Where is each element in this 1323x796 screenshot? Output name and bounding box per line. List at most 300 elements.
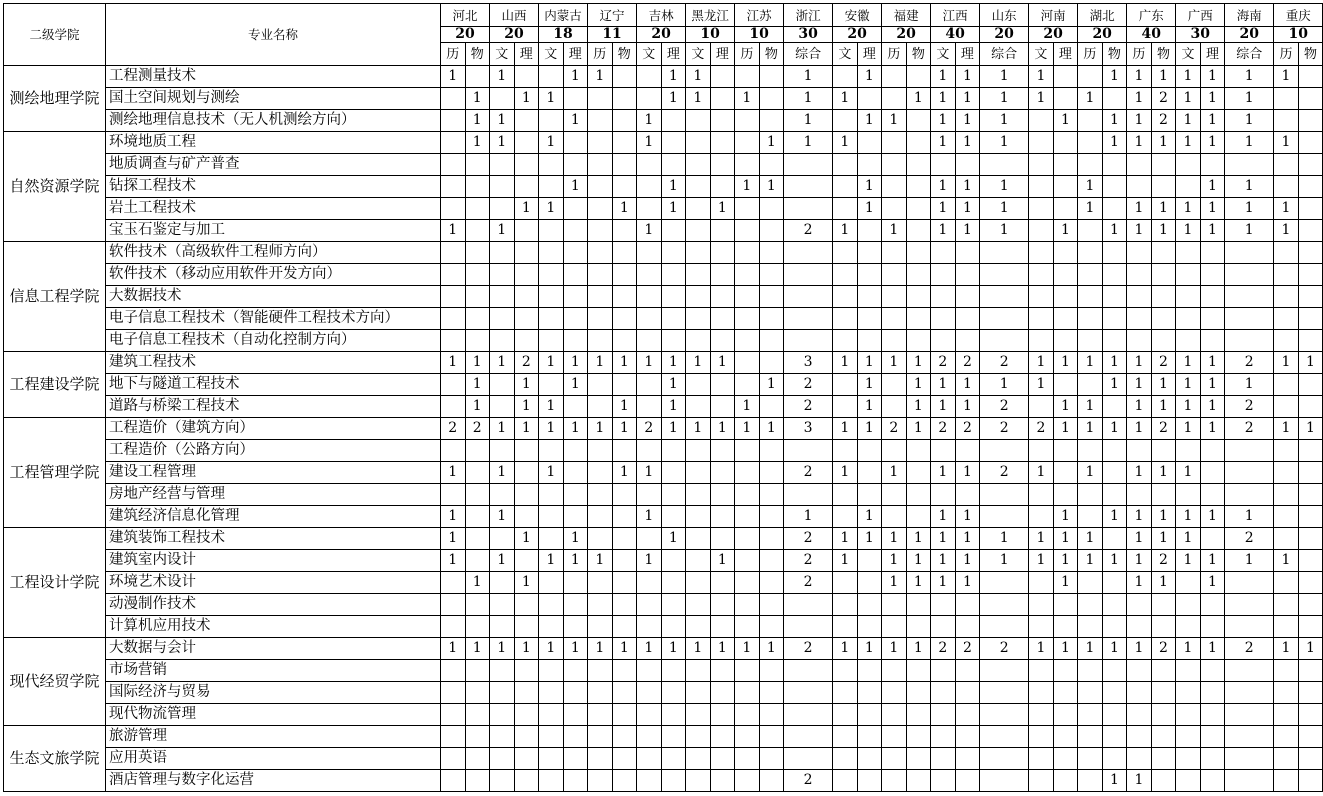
quota-cell bbox=[1029, 484, 1054, 506]
quota-cell: 1 bbox=[1176, 396, 1201, 418]
quota-cell: 1 bbox=[1102, 638, 1127, 660]
quota-cell bbox=[686, 506, 711, 528]
quota-cell: 1 bbox=[931, 572, 956, 594]
quota-cell bbox=[612, 704, 637, 726]
quota-cell: 1 bbox=[637, 132, 662, 154]
quota-cell bbox=[441, 396, 466, 418]
subject-type-header: 物 bbox=[759, 43, 784, 66]
quota-cell bbox=[1225, 330, 1274, 352]
quota-cell bbox=[906, 132, 931, 154]
quota-cell bbox=[906, 220, 931, 242]
quota-cell: 1 bbox=[906, 638, 931, 660]
subject-type-header: 文 bbox=[490, 43, 515, 66]
quota-cell bbox=[588, 374, 613, 396]
quota-cell bbox=[710, 594, 735, 616]
quota-cell bbox=[980, 506, 1029, 528]
quota-cell: 1 bbox=[637, 506, 662, 528]
quota-cell bbox=[490, 616, 515, 638]
quota-cell bbox=[906, 66, 931, 88]
province-quota: 10 bbox=[686, 27, 735, 43]
major-name-cell: 国土空间规划与测绘 bbox=[106, 88, 441, 110]
quota-cell bbox=[833, 330, 858, 352]
quota-cell bbox=[955, 660, 980, 682]
quota-cell bbox=[1029, 572, 1054, 594]
quota-cell bbox=[514, 704, 539, 726]
quota-cell bbox=[857, 550, 882, 572]
quota-cell bbox=[1225, 484, 1274, 506]
quota-cell bbox=[1176, 726, 1201, 748]
quota-cell bbox=[784, 748, 833, 770]
major-name-cell: 计算机应用技术 bbox=[106, 616, 441, 638]
quota-cell: 1 bbox=[514, 396, 539, 418]
quota-cell: 1 bbox=[612, 462, 637, 484]
quota-cell bbox=[1102, 528, 1127, 550]
quota-cell bbox=[1176, 440, 1201, 462]
quota-cell bbox=[539, 440, 564, 462]
quota-cell bbox=[906, 616, 931, 638]
quota-cell: 1 bbox=[1102, 110, 1127, 132]
quota-cell bbox=[1102, 176, 1127, 198]
quota-cell bbox=[1102, 198, 1127, 220]
quota-cell bbox=[735, 594, 760, 616]
quota-cell: 1 bbox=[955, 506, 980, 528]
quota-cell: 1 bbox=[882, 638, 907, 660]
quota-cell: 1 bbox=[759, 176, 784, 198]
quota-cell: 1 bbox=[931, 110, 956, 132]
quota-cell: 1 bbox=[980, 88, 1029, 110]
major-name-cell: 软件技术（移动应用软件开发方向） bbox=[106, 264, 441, 286]
quota-cell bbox=[1102, 616, 1127, 638]
quota-cell: 2 bbox=[1225, 528, 1274, 550]
quota-cell bbox=[1078, 572, 1103, 594]
quota-cell bbox=[1053, 286, 1078, 308]
quota-cell: 1 bbox=[833, 220, 858, 242]
quota-cell bbox=[1053, 594, 1078, 616]
quota-cell: 1 bbox=[980, 528, 1029, 550]
quota-cell bbox=[1151, 770, 1176, 792]
quota-cell bbox=[588, 220, 613, 242]
quota-cell: 1 bbox=[931, 506, 956, 528]
quota-cell: 1 bbox=[686, 88, 711, 110]
major-name-cell: 建筑装饰工程技术 bbox=[106, 528, 441, 550]
quota-cell: 1 bbox=[1053, 572, 1078, 594]
quota-cell: 2 bbox=[1151, 88, 1176, 110]
table-row bbox=[4, 572, 1323, 594]
table-row bbox=[4, 704, 1323, 726]
quota-cell: 1 bbox=[931, 528, 956, 550]
quota-cell: 1 bbox=[661, 396, 686, 418]
quota-cell bbox=[710, 704, 735, 726]
quota-cell bbox=[612, 308, 637, 330]
quota-cell bbox=[465, 660, 490, 682]
quota-cell bbox=[539, 66, 564, 88]
quota-cell: 1 bbox=[539, 352, 564, 374]
quota-cell bbox=[1127, 704, 1152, 726]
quota-cell bbox=[710, 110, 735, 132]
quota-cell bbox=[1053, 242, 1078, 264]
table-row bbox=[4, 440, 1323, 462]
quota-cell: 1 bbox=[1274, 132, 1299, 154]
quota-cell bbox=[514, 132, 539, 154]
quota-cell bbox=[1053, 682, 1078, 704]
quota-cell bbox=[441, 572, 466, 594]
table-row bbox=[4, 352, 1323, 374]
quota-cell: 1 bbox=[1127, 770, 1152, 792]
quota-cell bbox=[710, 770, 735, 792]
quota-cell: 2 bbox=[1225, 418, 1274, 440]
quota-cell: 1 bbox=[735, 418, 760, 440]
quota-cell bbox=[710, 264, 735, 286]
quota-cell bbox=[710, 220, 735, 242]
table-row bbox=[4, 484, 1323, 506]
quota-cell bbox=[1151, 286, 1176, 308]
table-row bbox=[4, 242, 1323, 264]
quota-cell bbox=[465, 264, 490, 286]
quota-cell bbox=[539, 154, 564, 176]
quota-cell: 1 bbox=[661, 374, 686, 396]
quota-cell bbox=[1029, 154, 1054, 176]
quota-cell: 1 bbox=[833, 88, 858, 110]
quota-cell bbox=[931, 748, 956, 770]
quota-cell bbox=[539, 308, 564, 330]
quota-cell bbox=[1200, 308, 1225, 330]
quota-cell bbox=[637, 440, 662, 462]
quota-cell: 3 bbox=[784, 418, 833, 440]
quota-cell bbox=[441, 704, 466, 726]
quota-cell bbox=[563, 88, 588, 110]
quota-cell bbox=[759, 660, 784, 682]
quota-cell bbox=[955, 308, 980, 330]
quota-cell bbox=[735, 770, 760, 792]
quota-cell bbox=[1102, 330, 1127, 352]
quota-cell bbox=[1029, 286, 1054, 308]
quota-cell bbox=[637, 308, 662, 330]
quota-cell bbox=[882, 242, 907, 264]
subject-type-header: 历 bbox=[882, 43, 907, 66]
quota-cell: 1 bbox=[1151, 66, 1176, 88]
quota-cell: 1 bbox=[710, 352, 735, 374]
quota-cell bbox=[1102, 154, 1127, 176]
quota-cell bbox=[1053, 616, 1078, 638]
table-row bbox=[4, 506, 1323, 528]
quota-cell bbox=[637, 616, 662, 638]
quota-cell bbox=[759, 770, 784, 792]
subject-type-header: 历 bbox=[588, 43, 613, 66]
quota-cell bbox=[1200, 330, 1225, 352]
quota-cell: 1 bbox=[784, 66, 833, 88]
quota-cell: 2 bbox=[1151, 550, 1176, 572]
quota-cell bbox=[906, 726, 931, 748]
quota-cell bbox=[1053, 198, 1078, 220]
subject-type-header: 综合 bbox=[784, 43, 833, 66]
subject-type-header: 文 bbox=[686, 43, 711, 66]
table-row bbox=[4, 550, 1323, 572]
province-header: 浙江 bbox=[784, 4, 833, 27]
quota-cell bbox=[1225, 594, 1274, 616]
quota-cell bbox=[1127, 242, 1152, 264]
quota-cell: 1 bbox=[490, 132, 515, 154]
quota-cell bbox=[661, 286, 686, 308]
quota-cell bbox=[931, 264, 956, 286]
quota-cell bbox=[857, 616, 882, 638]
quota-cell: 1 bbox=[490, 550, 515, 572]
quota-cell bbox=[686, 176, 711, 198]
quota-cell bbox=[490, 660, 515, 682]
quota-cell bbox=[906, 506, 931, 528]
quota-cell bbox=[1225, 682, 1274, 704]
subject-type-header: 文 bbox=[1029, 43, 1054, 66]
quota-cell bbox=[931, 682, 956, 704]
quota-cell: 1 bbox=[882, 352, 907, 374]
table-row bbox=[4, 462, 1323, 484]
quota-cell bbox=[1200, 704, 1225, 726]
quota-cell bbox=[882, 66, 907, 88]
quota-cell: 2 bbox=[1151, 418, 1176, 440]
quota-cell bbox=[735, 528, 760, 550]
major-name-cell: 建筑室内设计 bbox=[106, 550, 441, 572]
quota-cell bbox=[955, 726, 980, 748]
quota-cell bbox=[661, 572, 686, 594]
quota-cell bbox=[490, 726, 515, 748]
quota-cell bbox=[882, 660, 907, 682]
quota-cell bbox=[1102, 704, 1127, 726]
quota-cell: 1 bbox=[1225, 506, 1274, 528]
quota-cell bbox=[1102, 242, 1127, 264]
quota-cell: 1 bbox=[1078, 176, 1103, 198]
quota-cell bbox=[735, 660, 760, 682]
major-name-cell: 国际经济与贸易 bbox=[106, 682, 441, 704]
quota-cell bbox=[1274, 726, 1299, 748]
quota-cell bbox=[490, 198, 515, 220]
quota-cell bbox=[759, 352, 784, 374]
quota-cell bbox=[1127, 176, 1152, 198]
quota-cell bbox=[465, 286, 490, 308]
quota-cell bbox=[931, 660, 956, 682]
table-row bbox=[4, 66, 1323, 88]
quota-cell bbox=[637, 704, 662, 726]
quota-cell: 1 bbox=[1200, 132, 1225, 154]
quota-cell: 1 bbox=[637, 638, 662, 660]
quota-cell: 1 bbox=[882, 220, 907, 242]
quota-cell bbox=[980, 770, 1029, 792]
quota-cell bbox=[490, 528, 515, 550]
quota-cell bbox=[857, 484, 882, 506]
quota-cell bbox=[833, 506, 858, 528]
quota-cell bbox=[465, 330, 490, 352]
quota-cell: 2 bbox=[1151, 110, 1176, 132]
province-quota: 40 bbox=[931, 27, 980, 43]
quota-cell bbox=[1102, 594, 1127, 616]
quota-cell: 1 bbox=[955, 66, 980, 88]
quota-cell bbox=[857, 286, 882, 308]
quota-cell bbox=[588, 286, 613, 308]
quota-cell: 1 bbox=[931, 550, 956, 572]
quota-cell bbox=[1274, 330, 1299, 352]
quota-cell bbox=[539, 770, 564, 792]
quota-cell bbox=[1053, 726, 1078, 748]
quota-cell: 1 bbox=[906, 572, 931, 594]
quota-cell bbox=[1053, 308, 1078, 330]
quota-cell: 1 bbox=[465, 110, 490, 132]
quota-cell bbox=[490, 572, 515, 594]
quota-cell bbox=[1078, 220, 1103, 242]
quota-cell bbox=[1102, 396, 1127, 418]
quota-cell: 1 bbox=[955, 550, 980, 572]
quota-cell bbox=[686, 308, 711, 330]
quota-cell bbox=[906, 484, 931, 506]
quota-cell bbox=[1127, 594, 1152, 616]
quota-cell: 1 bbox=[931, 198, 956, 220]
quota-cell bbox=[1298, 726, 1323, 748]
quota-cell bbox=[514, 286, 539, 308]
quota-cell bbox=[686, 198, 711, 220]
quota-cell bbox=[833, 110, 858, 132]
quota-cell: 1 bbox=[612, 418, 637, 440]
quota-cell: 2 bbox=[1225, 396, 1274, 418]
quota-cell: 1 bbox=[1127, 638, 1152, 660]
quota-cell bbox=[1078, 66, 1103, 88]
quota-cell bbox=[1127, 264, 1152, 286]
quota-cell bbox=[882, 704, 907, 726]
quota-cell bbox=[759, 726, 784, 748]
quota-cell bbox=[735, 616, 760, 638]
quota-cell bbox=[955, 594, 980, 616]
table-row bbox=[4, 220, 1323, 242]
quota-cell: 1 bbox=[490, 66, 515, 88]
quota-cell: 1 bbox=[1127, 374, 1152, 396]
quota-cell bbox=[931, 594, 956, 616]
province-header: 内蒙古 bbox=[539, 4, 588, 27]
quota-cell: 1 bbox=[759, 132, 784, 154]
quota-cell: 1 bbox=[1176, 638, 1201, 660]
table-row bbox=[4, 88, 1323, 110]
quota-cell: 1 bbox=[612, 198, 637, 220]
province-header: 山西 bbox=[490, 4, 539, 27]
quota-cell bbox=[1298, 396, 1323, 418]
quota-cell: 1 bbox=[1274, 418, 1299, 440]
quota-cell bbox=[759, 704, 784, 726]
quota-cell: 1 bbox=[906, 374, 931, 396]
quota-cell bbox=[1078, 484, 1103, 506]
quota-cell bbox=[1029, 110, 1054, 132]
quota-cell bbox=[490, 594, 515, 616]
quota-cell: 1 bbox=[465, 88, 490, 110]
college-name-cell: 工程设计学院 bbox=[4, 528, 106, 638]
quota-cell bbox=[686, 132, 711, 154]
quota-cell bbox=[1298, 330, 1323, 352]
quota-cell: 1 bbox=[539, 638, 564, 660]
quota-cell bbox=[906, 176, 931, 198]
quota-cell bbox=[563, 154, 588, 176]
province-header: 江苏 bbox=[735, 4, 784, 27]
quota-cell: 1 bbox=[1053, 550, 1078, 572]
quota-cell bbox=[759, 396, 784, 418]
quota-cell: 1 bbox=[735, 88, 760, 110]
quota-cell bbox=[441, 374, 466, 396]
quota-cell: 1 bbox=[1127, 110, 1152, 132]
quota-cell bbox=[1127, 308, 1152, 330]
quota-cell bbox=[1151, 616, 1176, 638]
province-quota: 20 bbox=[1029, 27, 1078, 43]
quota-cell bbox=[1274, 154, 1299, 176]
quota-cell bbox=[857, 440, 882, 462]
quota-cell bbox=[1200, 440, 1225, 462]
quota-cell: 1 bbox=[735, 396, 760, 418]
quota-cell bbox=[1102, 462, 1127, 484]
province-header: 吉林 bbox=[637, 4, 686, 27]
quota-cell bbox=[514, 154, 539, 176]
province-quota: 20 bbox=[490, 27, 539, 43]
quota-cell bbox=[882, 682, 907, 704]
quota-cell bbox=[514, 682, 539, 704]
quota-cell bbox=[833, 726, 858, 748]
quota-cell bbox=[710, 528, 735, 550]
enrollment-plan-table bbox=[3, 3, 1323, 792]
table-row bbox=[4, 682, 1323, 704]
quota-cell: 1 bbox=[955, 110, 980, 132]
table-row bbox=[4, 418, 1323, 440]
quota-cell bbox=[1176, 484, 1201, 506]
quota-cell: 1 bbox=[588, 418, 613, 440]
quota-cell bbox=[514, 66, 539, 88]
quota-cell bbox=[514, 462, 539, 484]
quota-cell bbox=[661, 440, 686, 462]
quota-cell bbox=[1298, 66, 1323, 88]
quota-cell bbox=[441, 308, 466, 330]
quota-cell: 1 bbox=[563, 66, 588, 88]
quota-cell: 1 bbox=[637, 352, 662, 374]
quota-cell bbox=[612, 66, 637, 88]
quota-cell bbox=[612, 594, 637, 616]
quota-cell bbox=[1029, 176, 1054, 198]
quota-cell: 1 bbox=[686, 418, 711, 440]
quota-cell: 1 bbox=[906, 352, 931, 374]
quota-cell: 1 bbox=[857, 66, 882, 88]
quota-cell bbox=[588, 242, 613, 264]
quota-cell: 1 bbox=[1200, 176, 1225, 198]
quota-cell bbox=[833, 242, 858, 264]
major-name-cell: 测绘地理信息技术（无人机测绘方向） bbox=[106, 110, 441, 132]
quota-cell bbox=[539, 484, 564, 506]
major-name-cell: 动漫制作技术 bbox=[106, 594, 441, 616]
quota-cell: 1 bbox=[1053, 528, 1078, 550]
quota-cell bbox=[1029, 682, 1054, 704]
quota-cell bbox=[1078, 132, 1103, 154]
quota-cell bbox=[1078, 374, 1103, 396]
quota-cell bbox=[1274, 770, 1299, 792]
quota-cell bbox=[1274, 682, 1299, 704]
quota-cell bbox=[1078, 286, 1103, 308]
quota-cell bbox=[784, 440, 833, 462]
quota-cell bbox=[759, 198, 784, 220]
quota-cell bbox=[637, 330, 662, 352]
quota-cell: 1 bbox=[710, 550, 735, 572]
quota-cell bbox=[1053, 748, 1078, 770]
quota-cell bbox=[441, 726, 466, 748]
quota-cell bbox=[637, 374, 662, 396]
quota-cell: 1 bbox=[1274, 66, 1299, 88]
quota-cell bbox=[661, 616, 686, 638]
quota-cell bbox=[661, 506, 686, 528]
table-row bbox=[4, 616, 1323, 638]
quota-cell bbox=[1053, 330, 1078, 352]
quota-cell bbox=[759, 528, 784, 550]
major-name-cell: 酒店管理与数字化运营 bbox=[106, 770, 441, 792]
quota-cell bbox=[931, 330, 956, 352]
quota-cell bbox=[588, 660, 613, 682]
quota-cell bbox=[1225, 154, 1274, 176]
quota-cell bbox=[612, 660, 637, 682]
